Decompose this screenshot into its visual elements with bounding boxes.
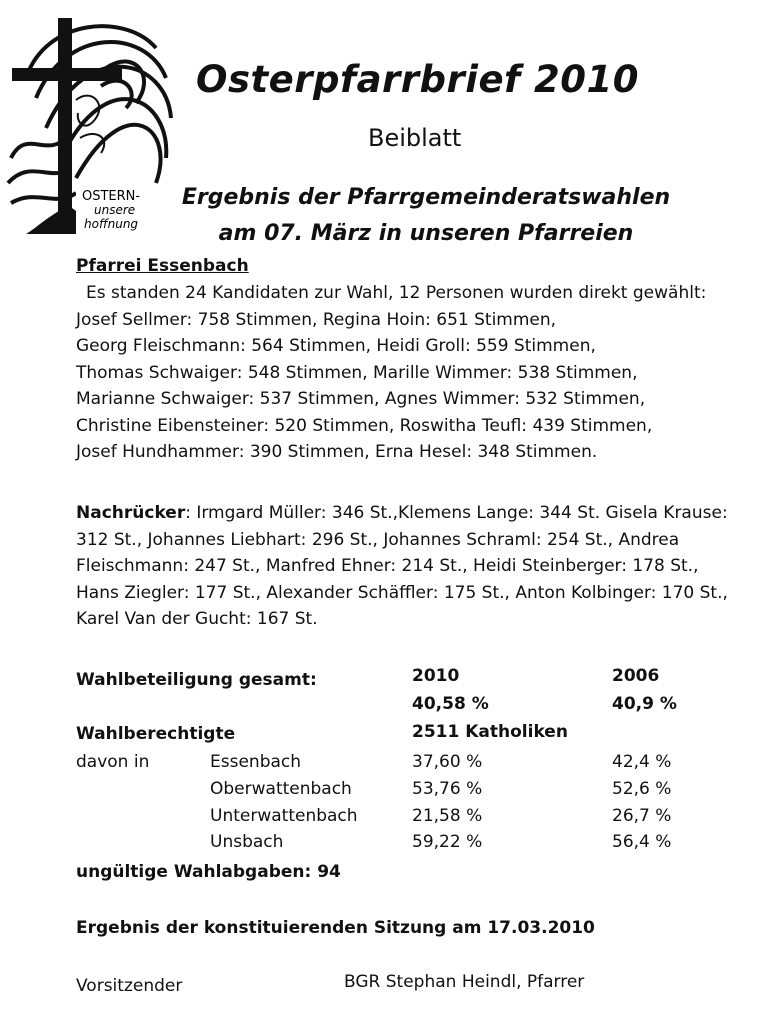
parish-name: Essenbach xyxy=(210,752,302,772)
successor-line xyxy=(76,500,728,527)
eligible-label: Wahlberechtigte xyxy=(76,724,236,744)
parish-2010: 53,76 % xyxy=(412,779,483,799)
intro-line: Es standen 24 Kandidaten zur Wahl, 12 Personen wurden direkt gewählt: xyxy=(86,283,707,303)
parish-2010: 37,60 % xyxy=(412,752,483,772)
successor-line: 312 St., Johannes Liebhart: 296 St., Johannes Schraml: 254 St., Andrea xyxy=(76,529,680,550)
parish-2006: 26,7 % xyxy=(612,806,672,826)
elected-line: Georg Fleischmann: 564 Stimmen, Heidi Groll: 559 Stimmen, xyxy=(76,336,596,356)
year-2006: 2006 xyxy=(612,666,660,686)
parish-2010: 59,22 % xyxy=(412,832,483,852)
invalid-votes: ungültige Wahlabgaben: 94 xyxy=(76,862,341,882)
session-heading: Ergebnis der konstituierenden Sitzung am 17.03.2010 xyxy=(76,918,595,938)
heading-line-1: Ergebnis der Pfarrgemeinderatswahlen xyxy=(181,185,671,210)
parish-2006: 52,6 % xyxy=(612,779,672,799)
elected-line: Thomas Schwaiger: 548 Stimmen, Marille Wimmer: 538 Stimmen, xyxy=(76,362,638,383)
document-subtitle: Beiblatt xyxy=(368,124,462,152)
easter-logo xyxy=(6,8,178,236)
elected-line: Josef Sellmer: 758 Stimmen, Regina Hoin: 651 Stimmen, xyxy=(76,309,557,330)
elected-line: Josef Hundhammer: 390 Stimmen, Erna Hesel: 348 Stimmen. xyxy=(76,442,598,462)
successor-list xyxy=(76,500,728,633)
parish-2006: 42,4 % xyxy=(612,752,672,772)
election-heading xyxy=(176,180,676,252)
heading-line-2: am 07. März in unseren Pfarreien xyxy=(218,221,634,246)
svg-text:OSTERN-: OSTERN- xyxy=(82,189,141,204)
parish-title: Pfarrei Essenbach xyxy=(76,256,249,276)
parish-2010: 21,58 % xyxy=(412,806,483,826)
chair-role: Vorsitzender xyxy=(76,976,183,996)
successor-line: Karel Van der Gucht: 167 St. xyxy=(76,609,318,629)
successor-line: Fleischmann: 247 St., Manfred Ehner: 214 St., Heidi Steinberger: 178 St., xyxy=(76,556,699,576)
svg-text:unsere: unsere xyxy=(94,203,136,217)
successor-label: Nachrücker xyxy=(76,503,186,523)
davon-label: davon in xyxy=(76,752,150,772)
svg-text:hoffnung: hoffnung xyxy=(84,217,139,231)
successor-line-rest: : Irmgard Müller: 346 St.,Klemens Lange: 344 St. Gisela Krause: xyxy=(185,503,728,523)
parish-name: Unsbach xyxy=(210,832,284,852)
parish-2006: 56,4 % xyxy=(612,832,672,852)
participation-label: Wahlbeteiligung gesamt: xyxy=(76,670,317,690)
elected-line: Christine Eibensteiner: 520 Stimmen, Roswitha Teufl: 439 Stimmen, xyxy=(76,415,653,436)
total-2006: 40,9 % xyxy=(612,694,677,714)
chair-person: BGR Stephan Heindl, Pfarrer xyxy=(344,972,585,992)
parish-name: Unterwattenbach xyxy=(210,806,358,826)
elected-line: Marianne Schwaiger: 537 Stimmen, Agnes Wimmer: 532 Stimmen, xyxy=(76,389,646,409)
eligible-value: 2511 Katholiken xyxy=(412,722,568,742)
cross-sun-logo-icon xyxy=(6,8,178,236)
elected-list xyxy=(76,280,706,466)
successor-line: Hans Ziegler: 177 St., Alexander Schäffler: 175 St., Anton Kolbinger: 170 St., xyxy=(76,582,728,603)
parish-name: Oberwattenbach xyxy=(210,779,352,799)
year-2010: 2010 xyxy=(412,666,460,686)
document-title: Osterpfarrbrief 2010 xyxy=(196,58,640,101)
total-2010: 40,58 % xyxy=(412,694,489,714)
